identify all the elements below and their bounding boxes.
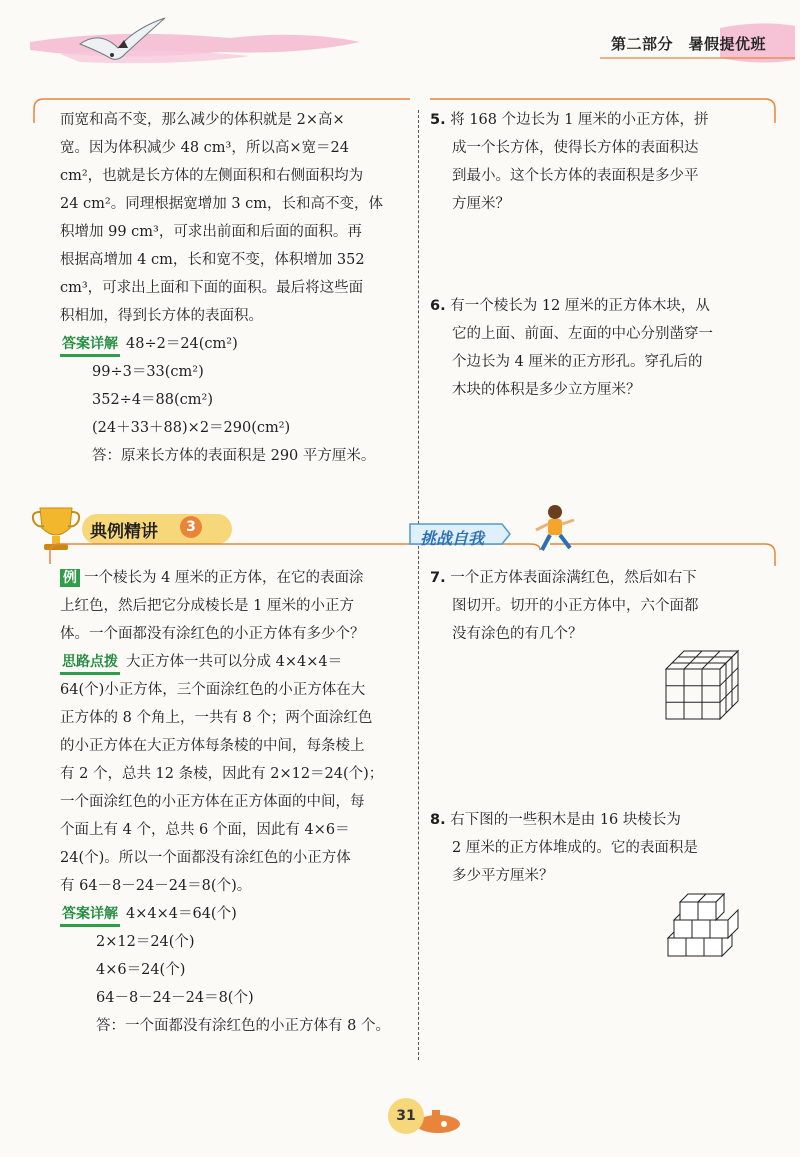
answer-line: 答：原来长方体的表面积是 290 平方厘米。 <box>92 448 376 464</box>
solution-line: 24 cm²。同理根据宽增加 3 cm，长和高不变，体 <box>60 196 384 212</box>
question-line: 2 厘米的正方体堆成的。它的表面积是 <box>452 840 698 856</box>
stacked-blocks-figure <box>662 884 744 964</box>
question-line: 一个正方体表面涂满红色，然后如右下 <box>450 570 697 586</box>
example-line: 一个棱长为 4 厘米的正方体，在它的表面涂 <box>84 570 364 586</box>
answer-line: 48÷2＝24(cm²) <box>126 336 238 352</box>
solution-line: cm²，也就是长方体的左侧面积和右侧面积均为 <box>60 168 364 184</box>
answer-line: 99÷3＝33(cm²) <box>92 364 204 380</box>
cut-cube-figure <box>660 645 742 725</box>
question-line: 个边长为 4 厘米的正方形孔。穿孔后的 <box>452 354 703 370</box>
example-marker: 例 <box>60 569 80 587</box>
question-7 <box>430 564 760 648</box>
answer-label: 答案详解 <box>60 334 120 357</box>
question-line: 多少平方厘米？ <box>452 868 554 884</box>
question-number: 8. <box>430 812 446 828</box>
hint-line: 有 64－8－24－24＝8(个)。 <box>60 878 252 894</box>
question-line: 方厘米？ <box>452 196 510 212</box>
solution-line: 根据高增加 4 cm，长和宽不变，体积增加 352 <box>60 252 365 268</box>
question-line: 成一个长方体，使得长方体的表面积达 <box>452 140 699 156</box>
question-line: 将 168 个边长为 1 厘米的小正方体，拼 <box>450 112 709 128</box>
question-5 <box>430 106 760 218</box>
question-line: 木块的体积是多少立方厘米？ <box>452 382 641 398</box>
answer-line: 64－8－24－24＝8(个) <box>96 990 254 1006</box>
question-6 <box>430 292 760 404</box>
hint-label: 思路点拨 <box>60 652 120 675</box>
solution-line: 宽。因为体积减少 48 cm³，所以高×宽＝24 <box>60 140 349 156</box>
answer-line: 2×12＝24(个) <box>96 934 195 950</box>
answer-line: 352÷4＝88(cm²) <box>92 392 213 408</box>
question-number: 5. <box>430 112 446 128</box>
hint-line: 的小正方体在大正方体每条棱的中间，每条棱上 <box>60 738 365 754</box>
question-number: 7. <box>430 570 446 586</box>
question-number: 6. <box>430 298 446 314</box>
hint-line: 一个面涂红色的小正方体在正方体面的中间，每 <box>60 794 365 810</box>
section-title: 第二部分 暑假提优班 <box>610 35 766 53</box>
example-block <box>60 564 415 1040</box>
page-number: 31 <box>388 1098 424 1134</box>
example-line: 上红色，然后把它分成棱长是 1 厘米的小正方 <box>60 598 354 614</box>
hint-line: 24(个)。所以一个面都没有涂红色的小正方体 <box>60 850 351 866</box>
solution-line: 积相加，得到长方体的表面积。 <box>60 308 263 324</box>
question-line: 图切开。切开的小正方体中，六个面都 <box>452 598 699 614</box>
hint-line: 有 2 个，总共 12 条棱，因此有 2×12＝24(个)； <box>60 766 384 782</box>
column-divider <box>418 110 419 1060</box>
solution-line: 而宽和高不变，那么减少的体积就是 2×高× <box>60 112 345 128</box>
hint-line: 64(个)小正方体，三个面涂红色的小正方体在大 <box>60 682 366 698</box>
answer-line: (24＋33＋88)×2＝290(cm²) <box>92 420 291 436</box>
hint-line: 大正方体一共可以分成 4×4×4＝ <box>126 654 343 670</box>
challenge-banner-title: 挑战自我 <box>420 529 485 548</box>
left-top-solution <box>60 106 410 470</box>
example-banner-number: 3 <box>180 516 202 538</box>
answer-line: 4×4×4＝64(个) <box>126 906 237 922</box>
question-line: 右下图的一些积木是由 16 块棱长为 <box>450 812 681 828</box>
answer-line: 答：一个面都没有涂红色的小正方体有 8 个。 <box>96 1018 390 1034</box>
solution-line: cm³，可求出上面和下面的面积。最后将这些面 <box>60 280 364 296</box>
question-8 <box>430 806 760 890</box>
answer-line: 4×6＝24(个) <box>96 962 186 978</box>
question-line: 有一个棱长为 12 厘米的正方体木块，从 <box>450 298 710 314</box>
question-line: 它的上面、前面、左面的中心分别凿穿一 <box>452 326 713 342</box>
example-line: 体。一个面都没有涂红色的小正方体有多少个？ <box>60 626 365 642</box>
solution-line: 积增加 99 cm³，可求出前面和后面的面积。再 <box>60 224 362 240</box>
question-line: 没有涂色的有几个？ <box>452 626 583 642</box>
hint-line: 正方体的 8 个角上，一共有 8 个；两个面涂红色 <box>60 710 373 726</box>
example-banner-title: 典例精讲 <box>90 522 158 542</box>
answer-label: 答案详解 <box>60 904 120 927</box>
question-line: 到最小。这个长方体的表面积是多少平 <box>452 168 699 184</box>
hint-line: 个面上有 4 个，总共 6 个面，因此有 4×6＝ <box>60 822 350 838</box>
answer-row <box>60 330 410 358</box>
